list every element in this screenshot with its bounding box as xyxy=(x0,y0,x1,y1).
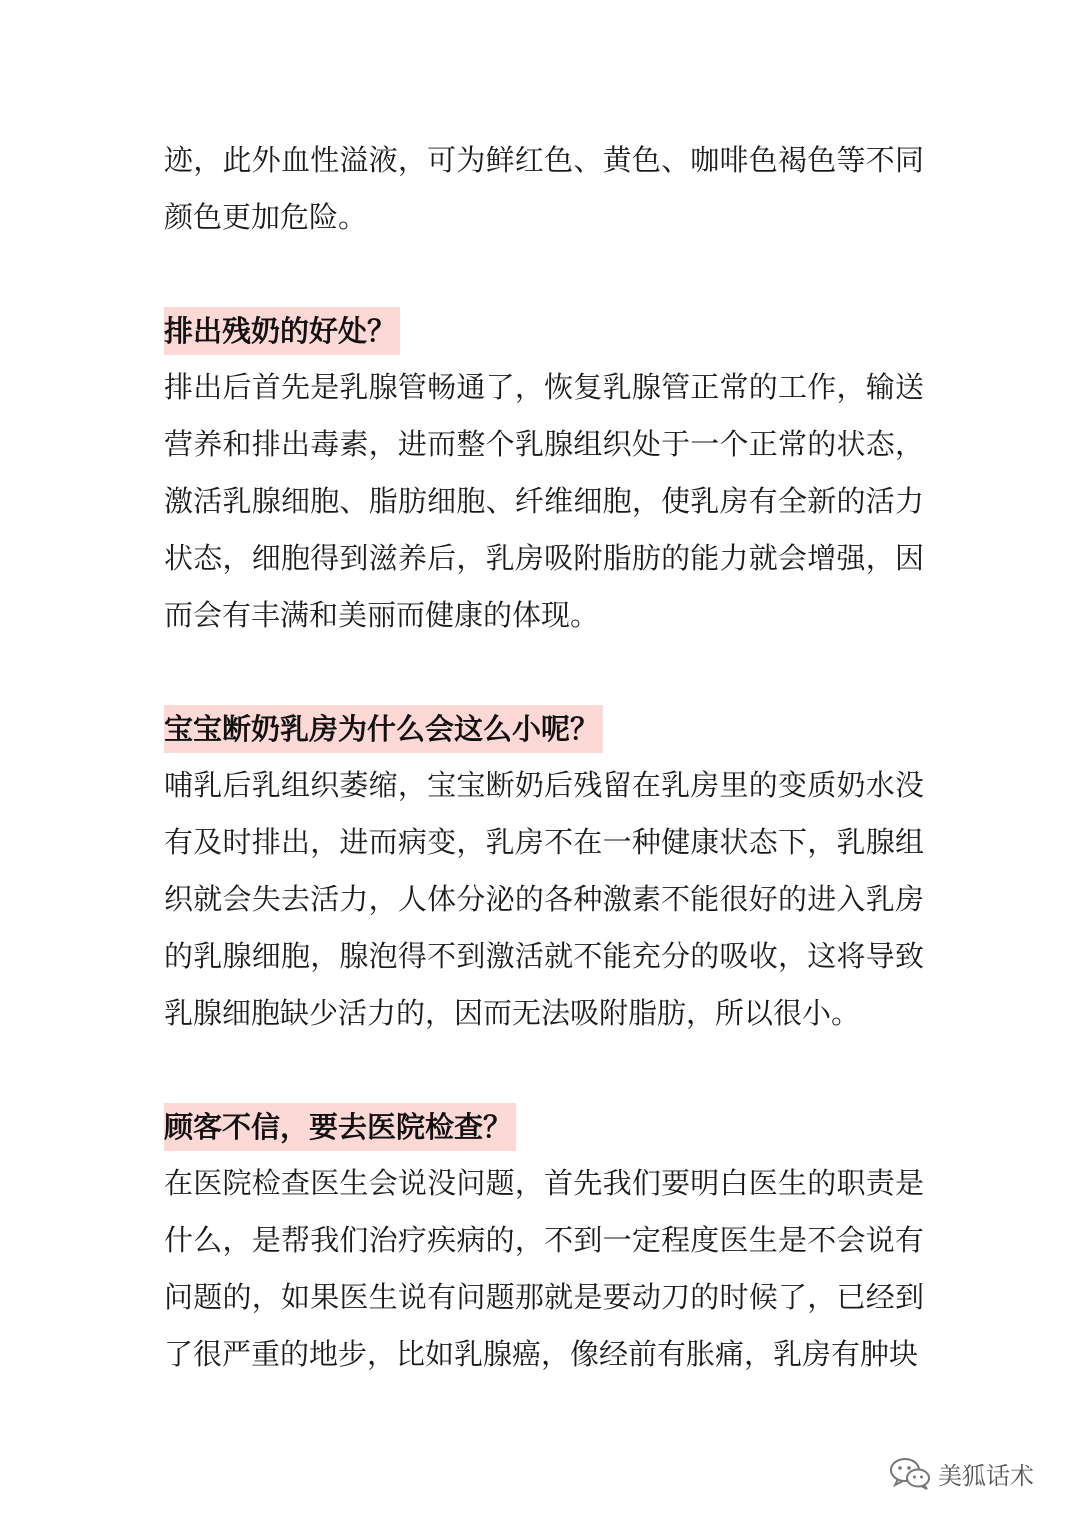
section-heading-row xyxy=(164,700,924,757)
section-heading-row xyxy=(164,1098,924,1155)
spacer xyxy=(164,644,924,700)
section-heading: 排出残奶的好处？ xyxy=(164,307,400,355)
watermark-text: 美狐话术 xyxy=(938,1461,1034,1490)
article-body xyxy=(164,132,924,1383)
section-heading-row xyxy=(164,302,924,359)
section-heading: 顾客不信，要去医院检查？ xyxy=(164,1103,516,1151)
wechat-icon xyxy=(888,1455,932,1491)
watermark xyxy=(888,1455,1034,1491)
intro-paragraph: 迹，此外血性溢液，可为鲜红色、黄色、咖啡色褐色等不同颜色更加危险。 xyxy=(164,143,924,234)
section-heading: 宝宝断奶乳房为什么会这么小呢？ xyxy=(164,705,603,753)
section-paragraph: 哺乳后乳组织萎缩，宝宝断奶后残留在乳房里的变质奶水没有及时排出，进而病变，乳房不在一种健康状态下，乳腺组织就会失去活力，人体分泌的各种激素不能很好的进入乳房的乳腺细胞，腺泡得不到激活就不能充分的吸收，这将导致乳腺细胞缺少活力的，因而无法吸附脂肪，所以很小。 xyxy=(164,768,924,1030)
spacer xyxy=(164,246,924,302)
spacer xyxy=(164,1042,924,1098)
section-paragraph: 在医院检查医生会说没问题，首先我们要明白医生的职责是什么，是帮我们治疗疾病的，不到一定程度医生是不会说有问题的，如果医生说有问题那就是要动刀的时候了，已经到了很严重的地步，比如乳腺癌，像经前有胀痛，乳房有肿块 xyxy=(164,1166,924,1371)
section-paragraph: 排出后首先是乳腺管畅通了，恢复乳腺管正常的工作，输送营养和排出毒素，进而整个乳腺组织处于一个正常的状态，激活乳腺细胞、脂肪细胞、纤维细胞，使乳房有全新的活力状态，细胞得到滋养后，乳房吸附脂肪的能力就会增强，因而会有丰满和美丽而健康的体现。 xyxy=(164,370,924,632)
